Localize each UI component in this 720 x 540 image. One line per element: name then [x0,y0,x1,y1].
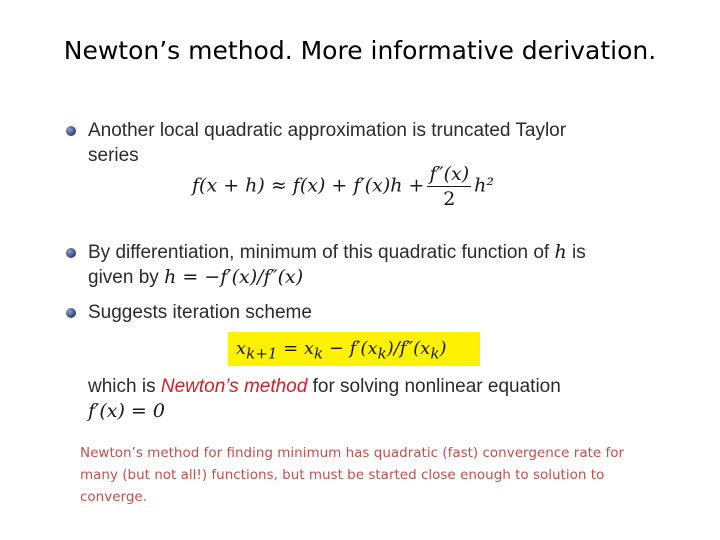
which-is-prefix: which is [88,376,156,397]
convergence-note: Newton’s method for finding minimum has quadratic (fast) convergence rate for many (but not all!) functions, but must be started close enough to solution to converge. [80,445,625,505]
taylor-fraction [427,162,471,211]
bullet-1-line2: series [88,145,139,166]
bullet-icon [66,308,76,318]
bullet-3 [88,300,312,325]
newtons-method-emphasis: Newton’s method [160,376,308,397]
bullet-1 [88,118,566,168]
taylor-numerator: f″(x) [429,163,470,185]
iteration-formula [236,338,446,363]
page-title: Newton’s method. More informative derivation. [63,36,657,65]
bullet-2 [88,240,586,290]
taylor-lhs: f(x + h) ≈ f(x) + f′(x)h + [192,174,425,197]
taylor-formula [192,162,494,211]
iteration-text: $x_{k+1} = x_k - f'(x_k)/f''(x_k)$ [236,338,447,363]
bullet-3-line1: Suggests iteration scheme [88,302,312,323]
bullet-icon [66,248,76,258]
which-is-suffix: for solving nonlinear equation [312,376,561,397]
bullet-2-line1-end: is [571,242,586,263]
bullet-1-line1: Another local quadratic approximation is truncated Taylor [88,120,567,141]
bullet-2-line2-prefix: given by [88,267,159,288]
bullet-icon [66,126,76,136]
bullet-2-var: h [554,241,567,263]
taylor-denominator: 2 [443,188,456,210]
bullet-2-line1: By differentiation, minimum of this quadratic function of [88,242,550,263]
taylor-tail: h² [474,174,494,197]
bullet-2-line2-math: h = −f′(x)/f″(x) [164,266,304,288]
nonlinear-equation: f′(x) = 0 [88,400,165,422]
which-is-line [88,374,561,424]
